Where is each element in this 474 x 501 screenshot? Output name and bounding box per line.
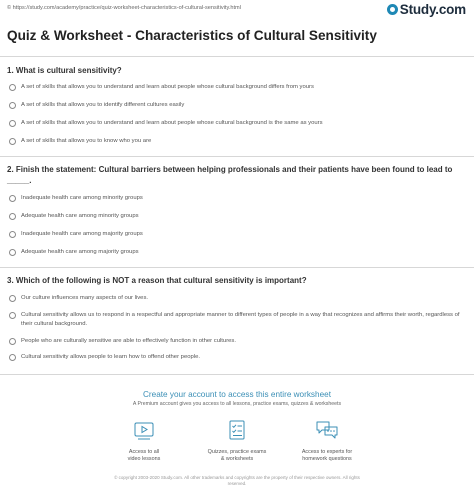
logo-text: Study.com	[399, 2, 466, 17]
question-3-label	[7, 276, 469, 287]
feature-video-lessons	[94, 419, 194, 463]
question-1-option-3[interactable]	[9, 119, 464, 128]
chat-bubbles-icon	[315, 419, 339, 441]
option-text: A set of skills that allows you to know who you are	[21, 138, 152, 144]
radio-button[interactable]	[9, 249, 16, 256]
feature-label-line: Access to experts for	[301, 449, 353, 455]
footer-line: reserved.	[227, 481, 247, 486]
question-1-option-4[interactable]	[9, 137, 464, 146]
option-text: A set of skills that allows you to understand and learn about people whose cultural background differs from yours	[21, 84, 314, 90]
feature-label-line: & worksheets	[220, 456, 254, 462]
question-1-option-2[interactable]	[9, 101, 464, 110]
question-2-option-4[interactable]	[9, 248, 464, 257]
page-url: © https://study.com/academy/practice/quiz-worksheet-characteristics-of-cultural-sensitivity.html	[7, 5, 241, 11]
radio-button[interactable]	[9, 354, 16, 361]
question-3-label-start: 3. Which of the following is	[7, 276, 113, 285]
radio-button[interactable]	[9, 312, 16, 319]
question-1-label: 1. What is cultural sensitivity?	[7, 66, 122, 75]
question-3-label-end: a reason that cultural sensitivity is important?	[129, 276, 307, 285]
question-3-option-2[interactable]	[9, 311, 464, 328]
cta-title[interactable]: Create your account to access this entire worksheet	[143, 390, 331, 399]
radio-button[interactable]	[9, 195, 16, 202]
radio-button[interactable]	[9, 120, 16, 127]
feature-label	[187, 449, 287, 463]
radio-button[interactable]	[9, 84, 16, 91]
question-3-option-1[interactable]	[9, 294, 464, 303]
feature-quizzes	[187, 419, 287, 463]
radio-button[interactable]	[9, 213, 16, 220]
radio-button[interactable]	[9, 231, 16, 238]
option-text: Cultural sensitivity allows us to respond in a respectful and appropriate manner to different types of people in a way that recognizes and affirms their worth, regardless of their cultural background.	[21, 312, 460, 327]
question-2-option-3[interactable]	[9, 230, 464, 239]
divider	[0, 156, 474, 157]
option-text: A set of skills that allows you to understand and learn about people whose cultural background is the same as yours	[21, 120, 323, 126]
question-2-option-1[interactable]	[9, 194, 464, 203]
footer-line: © copyright 2003-2020 Study.com. All other trademarks and copyrights are the property of their respective owners. All rights	[114, 475, 360, 480]
question-3-option-3[interactable]	[9, 337, 464, 346]
divider	[0, 267, 474, 268]
question-2-label: 2. Finish the statement: Cultural barriers between helping professionals and their patients have been found to lead to _____.	[7, 165, 453, 185]
option-text: Adequate health care among minority groups	[21, 213, 139, 219]
question-3-option-4[interactable]	[9, 353, 464, 362]
feature-label-line: Access to all	[128, 449, 160, 455]
option-text: Adequate health care among majority groups	[21, 249, 139, 255]
option-text: People who are culturally sensitive are able to effectively function in other cultures.	[21, 338, 237, 344]
option-text: A set of skills that allows you to identify different cultures easily	[21, 102, 185, 108]
option-text: Inadequate health care among minority groups	[21, 195, 143, 201]
feature-experts	[277, 419, 377, 463]
study-logo[interactable]	[387, 2, 466, 17]
radio-button[interactable]	[9, 138, 16, 145]
cta-subtitle: A Premium account gives you access to all lessons, practice exams, quizzes & worksheets	[132, 401, 342, 407]
question-2-option-2[interactable]	[9, 212, 464, 221]
divider	[0, 56, 474, 57]
question-1-option-1[interactable]	[9, 83, 464, 92]
feature-label	[277, 449, 377, 463]
feature-label-line: Quizzes, practice exams	[207, 449, 267, 455]
page-title: Quiz & Worksheet - Characteristics of Cultural Sensitivity	[7, 28, 377, 43]
logo-icon	[387, 4, 398, 15]
feature-label-line: homework questions	[302, 456, 352, 462]
question-3-label-emphasis: NOT	[112, 276, 130, 285]
quiz-checklist-icon	[225, 419, 249, 441]
divider	[0, 374, 474, 375]
radio-button[interactable]	[9, 102, 16, 109]
option-text: Inadequate health care among majority groups	[21, 231, 143, 237]
top-bar	[0, 0, 474, 22]
feature-label	[94, 449, 194, 463]
copyright-footer	[0, 475, 474, 487]
video-play-icon	[132, 419, 156, 441]
option-text: Our culture influences many aspects of our lives.	[21, 295, 149, 301]
radio-button[interactable]	[9, 295, 16, 302]
feature-label-line: video lessons	[127, 456, 161, 462]
option-text: Cultural sensitivity allows people to learn how to offend other people.	[21, 354, 201, 360]
radio-button[interactable]	[9, 338, 16, 345]
